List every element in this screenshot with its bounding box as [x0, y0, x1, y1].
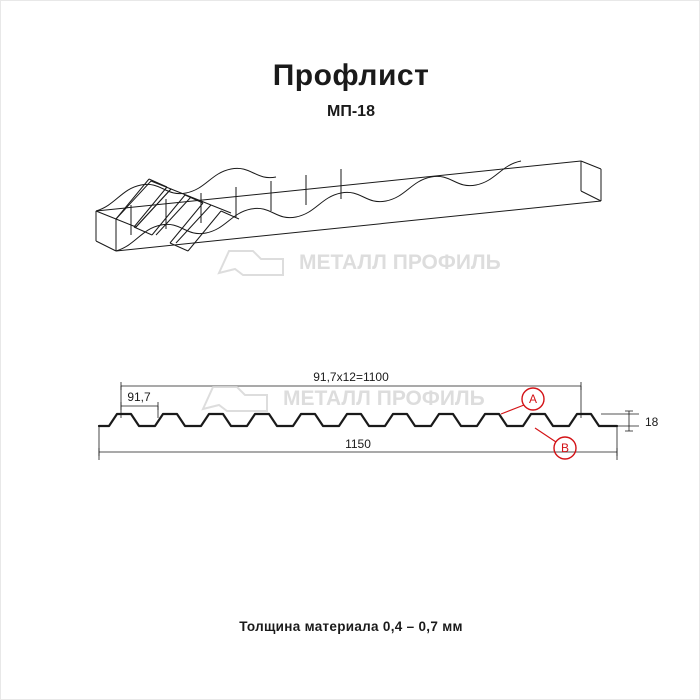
watermark-text: МЕТАЛЛ ПРОФИЛЬ — [283, 387, 485, 410]
watermark-text: МЕТАЛЛ ПРОФИЛЬ — [299, 251, 501, 274]
callout-b-label: B — [560, 441, 570, 455]
page-title: Профлист — [272, 59, 430, 92]
dim-total-width: 1150 — [345, 437, 371, 451]
callout-a-label: A — [528, 392, 538, 406]
dim-pitch: 91,7 — [127, 390, 151, 404]
dim-top-span: 91,7х12=1100 — [313, 370, 389, 384]
isometric-sheet-svg — [61, 141, 661, 291]
material-thickness-note: Толщина материала 0,4 – 0,7 мм — [239, 619, 463, 634]
isometric-sheet-illustration — [61, 141, 661, 291]
dim-height: 18 — [645, 415, 659, 429]
product-model: МП-18 — [327, 103, 375, 120]
cross-section-svg — [61, 356, 661, 486]
cross-section-drawing — [61, 356, 661, 486]
